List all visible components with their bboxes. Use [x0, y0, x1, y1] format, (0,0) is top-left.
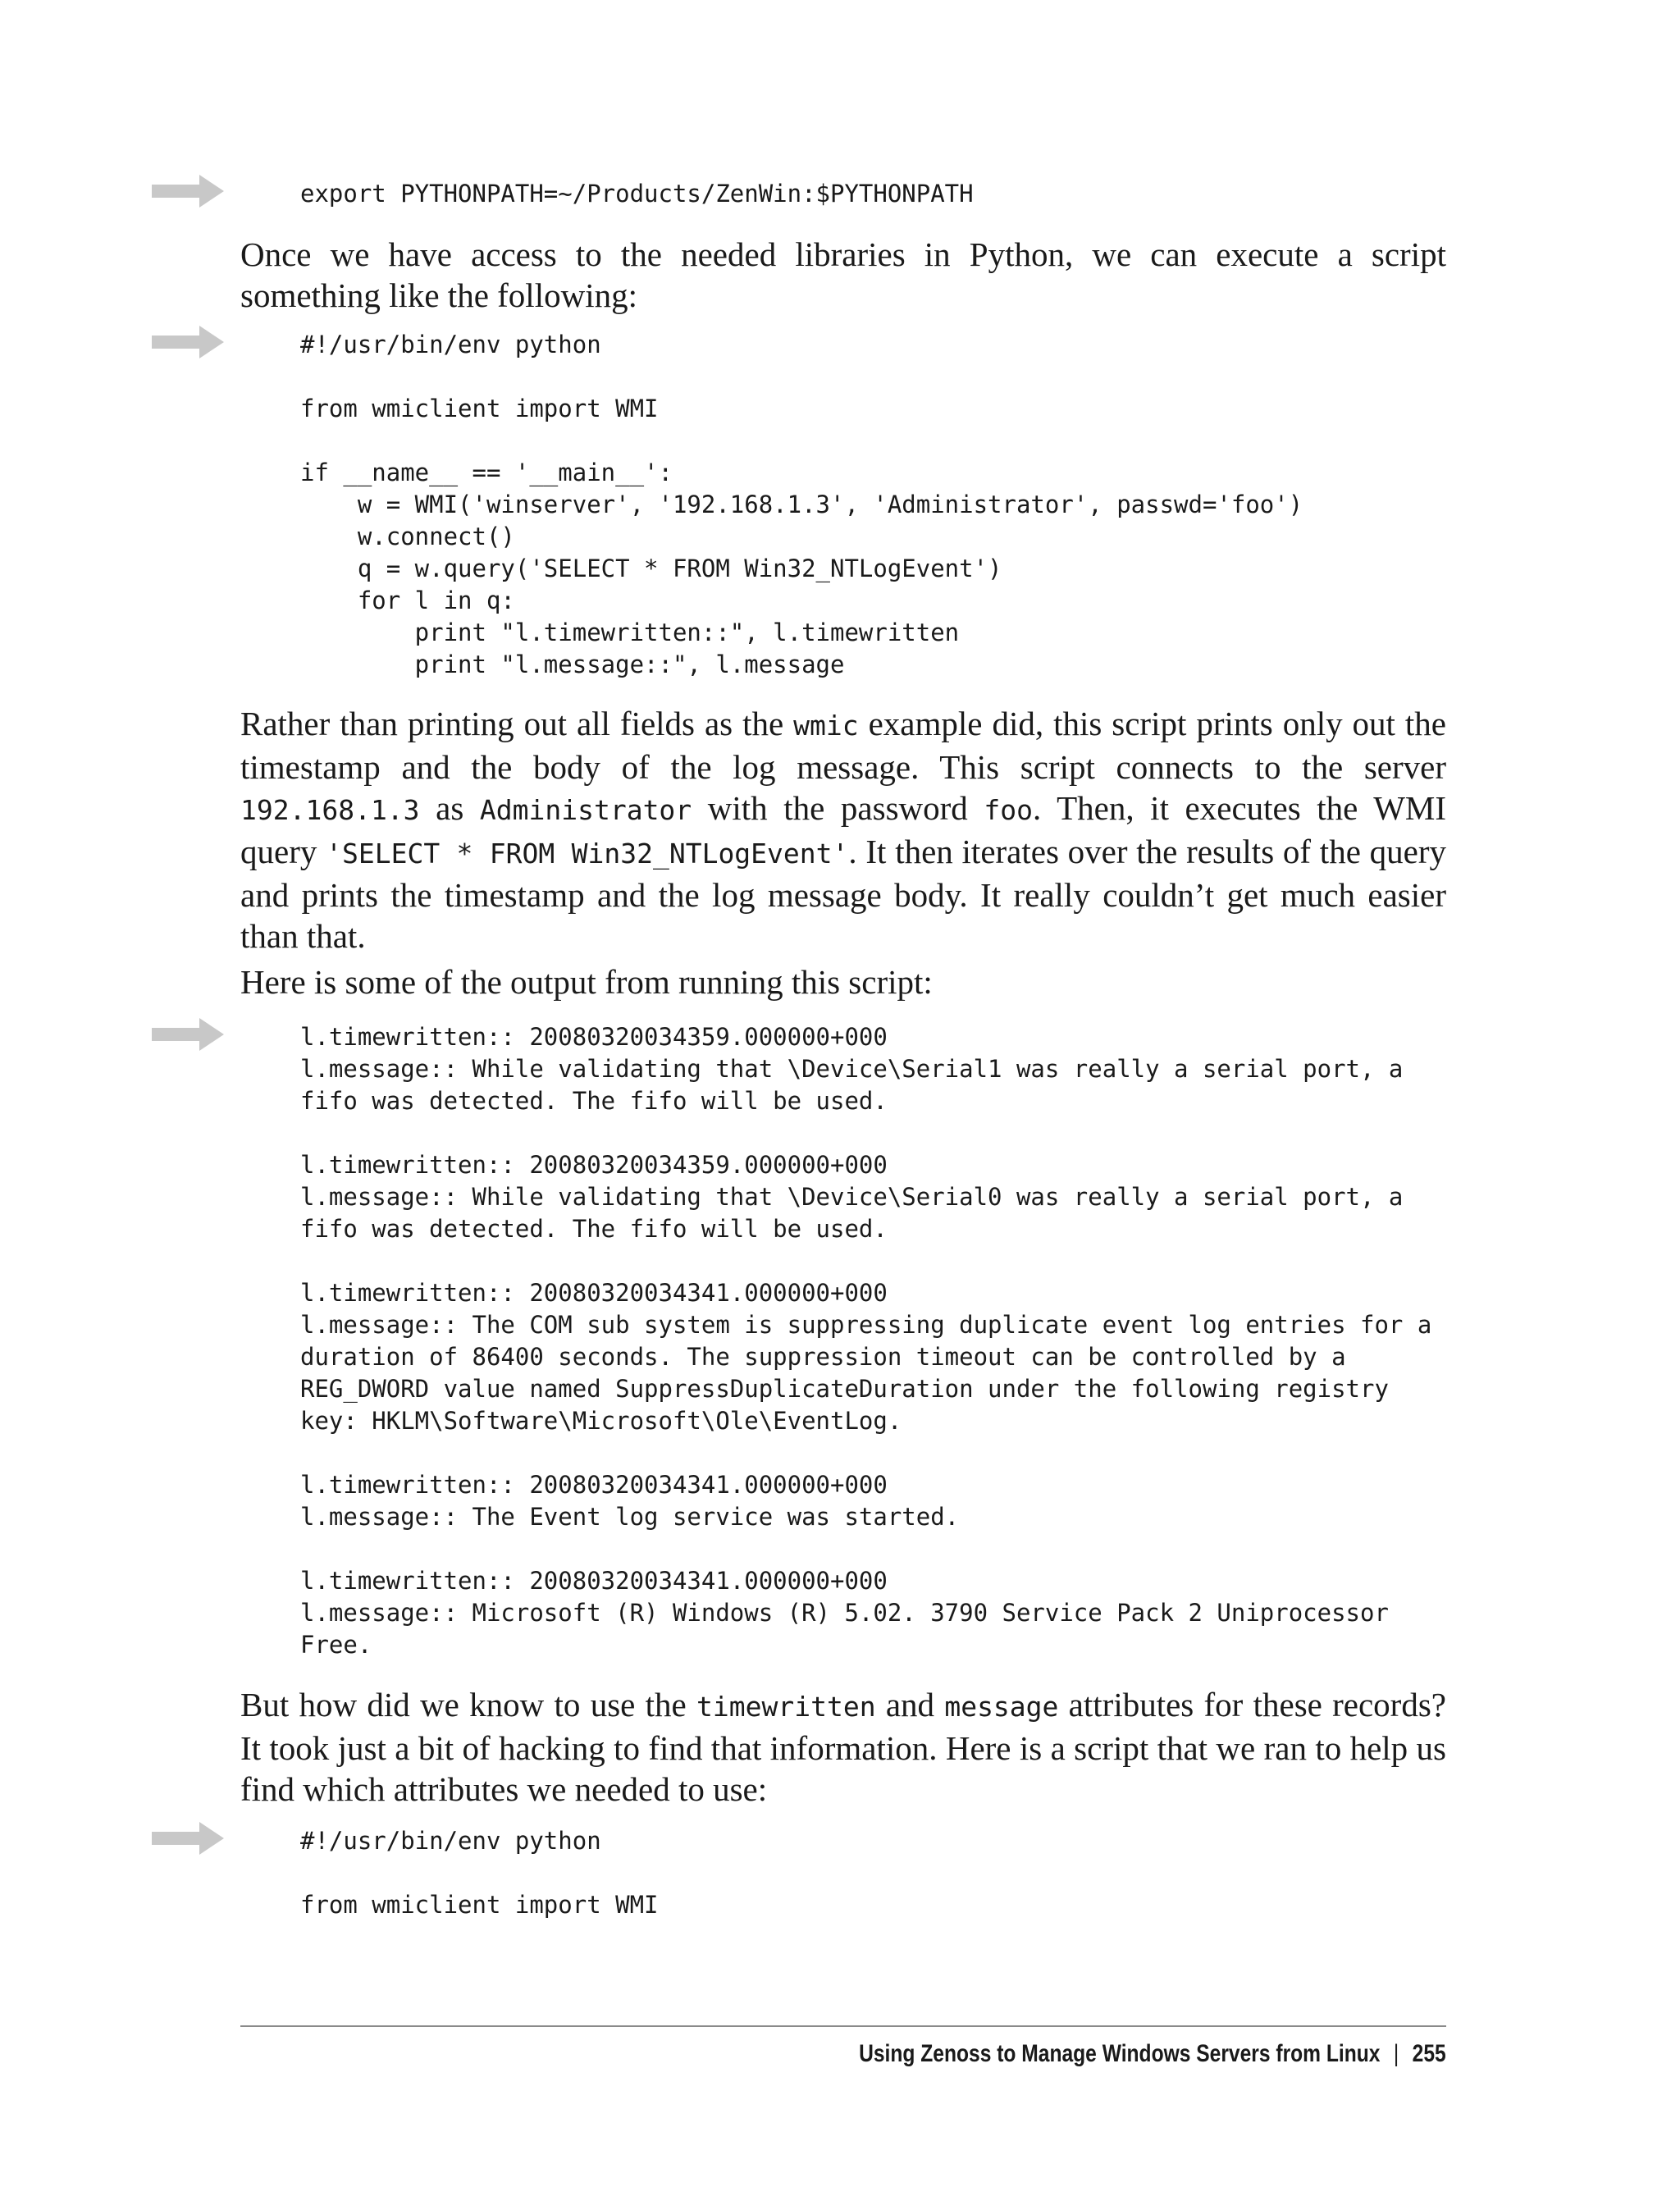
- page-number: 255: [1412, 2040, 1446, 2067]
- arrow-right-icon: [152, 175, 224, 208]
- arrow-right-icon: [152, 1822, 224, 1855]
- code-block-script2: #!/usr/bin/env python from wmiclient import WMI: [300, 1827, 659, 1919]
- arrow-right-icon: [152, 326, 224, 358]
- inline-code: foo: [984, 794, 1033, 826]
- inline-code: timewritten: [696, 1691, 876, 1723]
- inline-code: message: [944, 1691, 1059, 1723]
- paragraph-explanation: Rather than printing out all fields as the wmic example did, this script prints only out the timestamp and the body of the log message. This script connects to the server 192.168.1.3 as Administrator with the password foo. Then, it executes the WMI query 'SELECT * FROM Win32_NTLogEvent'. It then iterates over the results of the query and prints the timestamp and the log message body. It really couldn’t get much easier than that.: [240, 705, 1447, 955]
- footer-rule: [240, 2025, 1446, 2027]
- footer-title: Using Zenoss to Manage Windows Servers from Linux: [859, 2040, 1381, 2067]
- inline-code: wmic: [793, 710, 859, 742]
- inline-code: 'SELECT * FROM Win32_NTLogEvent': [326, 838, 849, 870]
- inline-code: Administrator: [479, 794, 692, 826]
- code-block-output: l.timewritten:: 20080320034359.000000+000 l.message:: While validating that \Device\Serial1 was really a serial port, a fifo was detected. The fifo will be used. l.timewritten:: 20080320034359.000000+000 l.message:: While validating that \Device\Serial0 was really a serial port, a fifo was detected. The fifo will be used. l.timewritten:: 20080320034341.000000+000 l.message:: The COM sub system is suppressing duplicate event log entries for a duration of 86400 seconds. The suppression timeout can be controlled by a REG_DWORD value named SuppressDuplicateDuration under the following registry key: HKLM\Software\Microsoft\Ole\EventLog. l.timewritten:: 20080320034341.000000+000 l.message:: The Event log service was started. l.timewritten:: 20080320034341.000000+000 l.message:: Microsoft (R) Windows (R) 5.02. 3790 Service Pack 2 Uniprocessor Free.: [300, 1023, 1432, 1659]
- paragraph-output-intro: Here is some of the output from running this script:: [240, 963, 933, 1001]
- arrow-right-icon: [152, 1018, 224, 1051]
- code-block-script1: #!/usr/bin/env python from wmiclient import WMI if __name__ == '__main__': w = WMI('winserver', '192.168.1.3', 'Administrator', passwd='foo') w.connect() q = w.query('SELECT * FROM Win32_NTLogEvent') for l in q: print "l.timewritten::", l.timewritten print "l.message::", l.message: [300, 331, 1303, 678]
- footer-separator: |: [1394, 2040, 1399, 2067]
- paragraph-attributes: But how did we know to use the timewritten and message attributes for these records? It took just a bit of hacking to find that information. Here is a script that we ran to help us find which attributes we needed to use:: [240, 1686, 1446, 1808]
- code-block-pythonpath: export PYTHONPATH=~/Products/ZenWin:$PYTHONPATH: [300, 180, 974, 208]
- inline-code: 192.168.1.3: [240, 794, 420, 826]
- page-footer: [859, 2038, 1446, 2070]
- paragraph-intro: Once we have access to the needed libraries in Python, we can execute a script something like the following:: [240, 235, 1446, 314]
